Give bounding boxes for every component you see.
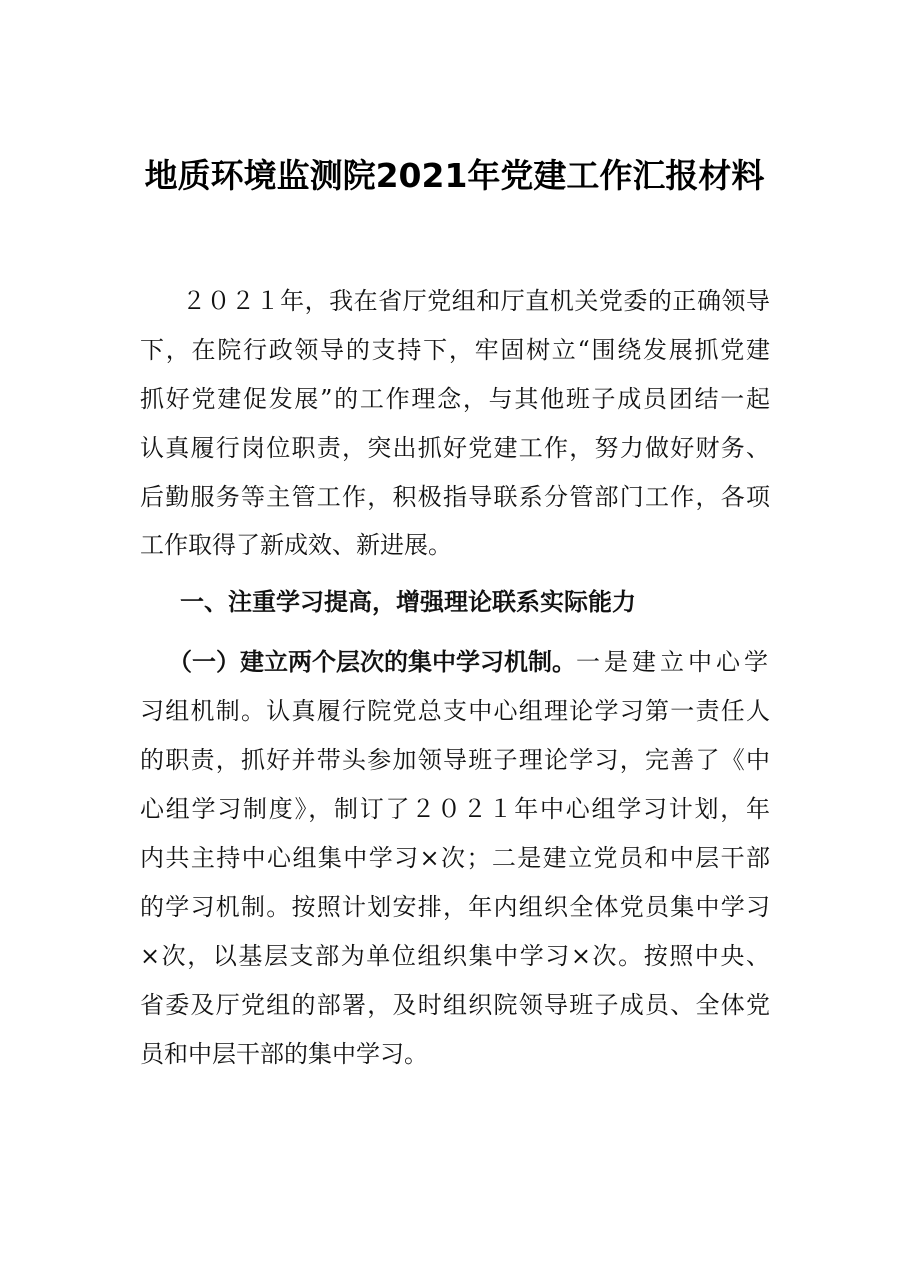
subsection-heading: （一）建立两个层次的集中学习机制。 xyxy=(168,648,576,676)
subsection-line-8: 省委及厅党组的部署，及时组织院领导班子成员、全体党 xyxy=(140,991,770,1019)
subsection-first-line-rest: 一是建立中心学 xyxy=(576,648,772,676)
subsection-line-3: 的职责，抓好并带头参加领导班子理论学习，完善了《中 xyxy=(140,746,770,774)
subsection-line-6: 的学习机制。按照计划安排，年内组织全体党员集中学习 xyxy=(140,893,770,921)
intro-line-1: ２０２１年，我在省厅党组和厅直机关党委的正确领导 xyxy=(182,287,770,315)
subsection-first-line xyxy=(168,647,770,677)
subsection-line-7: ×次，以基层支部为单位组织集中学习×次。按照中央、 xyxy=(140,942,770,970)
intro-line-2: 下，在院行政领导的支持下，牢固树立“围绕发展抓党建 xyxy=(140,336,770,364)
document-title: 地质环境监测院2021年党建工作汇报材料 xyxy=(144,156,765,195)
section-heading: 一、注重学习提高，增强理论联系实际能力 xyxy=(180,588,636,616)
intro-line-3: 抓好党建促发展”的工作理念，与其他班子成员团结一起 xyxy=(140,385,770,413)
subsection-line-2: 习组机制。认真履行院党总支中心组理论学习第一责任人 xyxy=(140,697,770,725)
intro-line-4: 认真履行岗位职责，突出抓好党建工作，努力做好财务、 xyxy=(140,434,770,462)
subsection-line-4: 心组学习制度》，制订了２０２１年中心组学习计划，年 xyxy=(140,795,770,823)
intro-line-5: 后勤服务等主管工作，积极指导联系分管部门工作，各项 xyxy=(140,483,770,511)
subsection-line-9: 员和中层干部的集中学习。 xyxy=(140,1040,428,1068)
subsection-line-5: 内共主持中心组集中学习×次；二是建立党员和中层干部 xyxy=(140,844,770,872)
intro-line-6: 工作取得了新成效、新进展。 xyxy=(140,531,452,559)
